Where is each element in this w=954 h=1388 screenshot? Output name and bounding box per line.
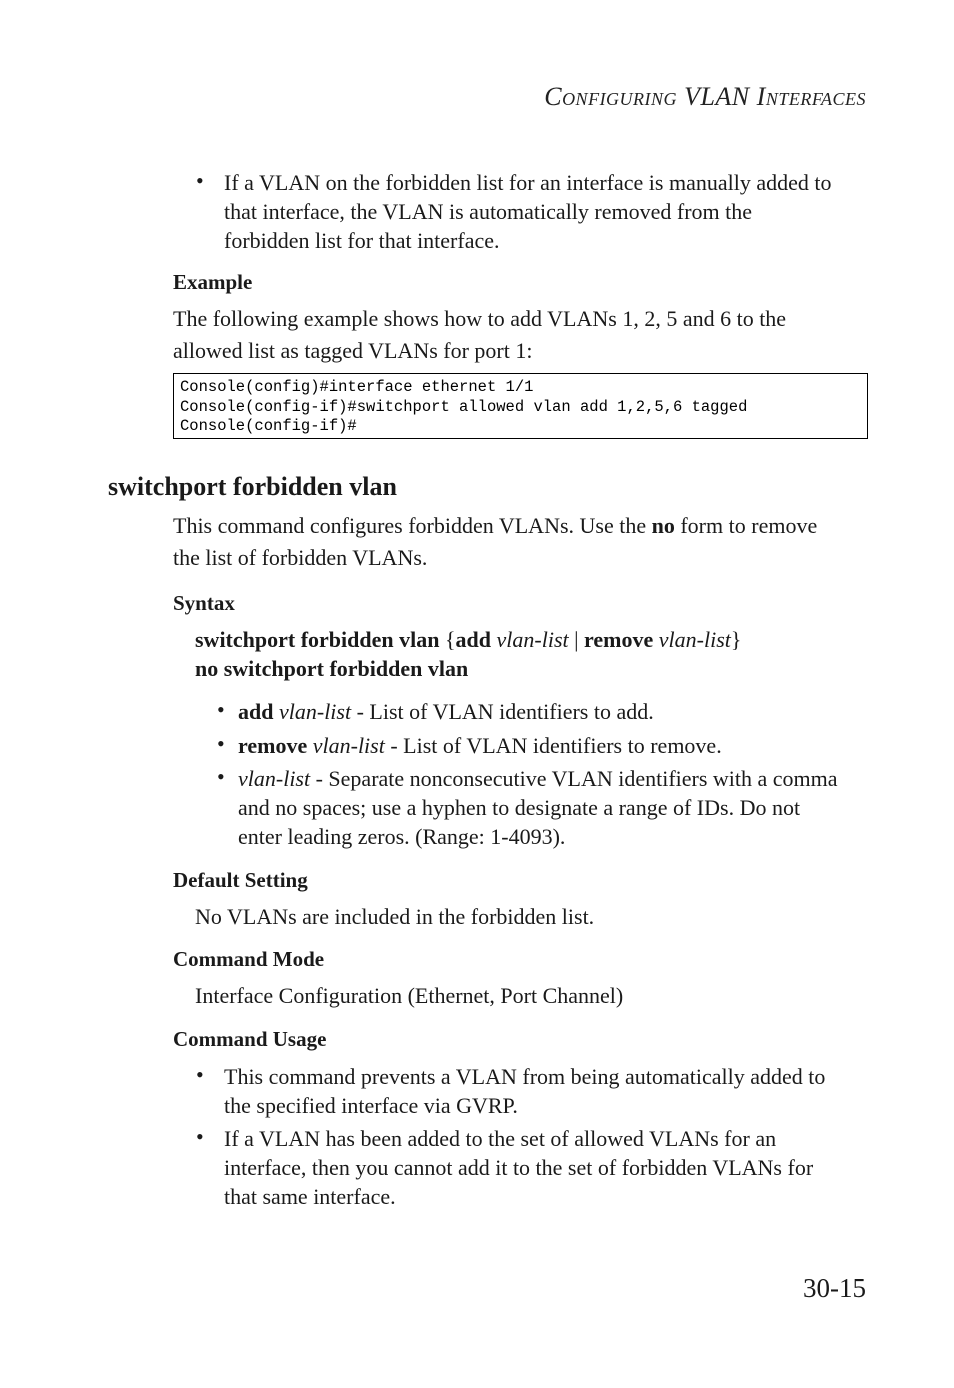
- code-line: Console(config-if)#: [180, 417, 357, 435]
- section-title: switchport forbidden vlan: [108, 472, 397, 501]
- command-mode-heading: Command Mode: [173, 947, 325, 971]
- bullet-glyph: •: [196, 1062, 204, 1087]
- section-intro: This command configures forbidden VLANs. Use the no form to remove the list of forbidden VLANs.: [173, 513, 818, 570]
- param-add: add vlan-list - List of VLAN identifiers to add.: [238, 699, 654, 724]
- code-line: Console(config)#interface ethernet 1/1: [180, 378, 534, 396]
- bullet-glyph: •: [196, 1124, 204, 1149]
- default-setting-text: No VLANs are included in the forbidden list.: [195, 904, 595, 929]
- example-heading: Example: [173, 270, 253, 294]
- param-vlan-list: vlan-list - Separate nonconsecutive VLAN identifiers with a comma and no spaces; use a hyphen to designate a range of IDs. Do not enter leading zeros. (Range: 1-4093).: [238, 766, 838, 849]
- default-setting-heading: Default Setting: [173, 868, 308, 892]
- command-usage-heading: Command Usage: [173, 1027, 327, 1051]
- param-remove: remove vlan-list - List of VLAN identifiers to remove.: [238, 733, 722, 758]
- running-head: CONFIGURING VLAN INTERFACES: [544, 82, 866, 111]
- usage-bullet-2: If a VLAN has been added to the set of allowed VLANs for an interface, then you cannot add it to the set of forbidden VLANs for that same interface.: [224, 1126, 814, 1209]
- syntax-heading: Syntax: [173, 591, 235, 615]
- bullet-glyph: •: [217, 697, 225, 722]
- bullet-glyph: •: [217, 731, 225, 756]
- code-line: Console(config-if)#switchport allowed vlan add 1,2,5,6 tagged: [180, 397, 748, 416]
- page-number: 30-15: [803, 1273, 866, 1303]
- example-description: The following example shows how to add VLANs 1, 2, 5 and 6 to the allowed list as tagged VLANs for port 1:: [173, 306, 787, 363]
- bullet-glyph: •: [217, 764, 225, 789]
- syntax-no-form: no switchport forbidden vlan: [195, 656, 469, 681]
- code-example: [173, 373, 868, 439]
- command-mode-text: Interface Configuration (Ethernet, Port Channel): [195, 983, 624, 1008]
- top-bullet-text: If a VLAN on the forbidden list for an interface is manually added to that interface, the VLAN is automatically removed from the forbidden list for that interface.: [224, 170, 832, 253]
- syntax-command: switchport forbidden vlan {add vlan-list | remove vlan-list}: [195, 627, 742, 652]
- usage-bullet-1: This command prevents a VLAN from being automatically added to the specified interface via GVRP.: [224, 1064, 826, 1118]
- bullet-glyph: •: [196, 168, 204, 193]
